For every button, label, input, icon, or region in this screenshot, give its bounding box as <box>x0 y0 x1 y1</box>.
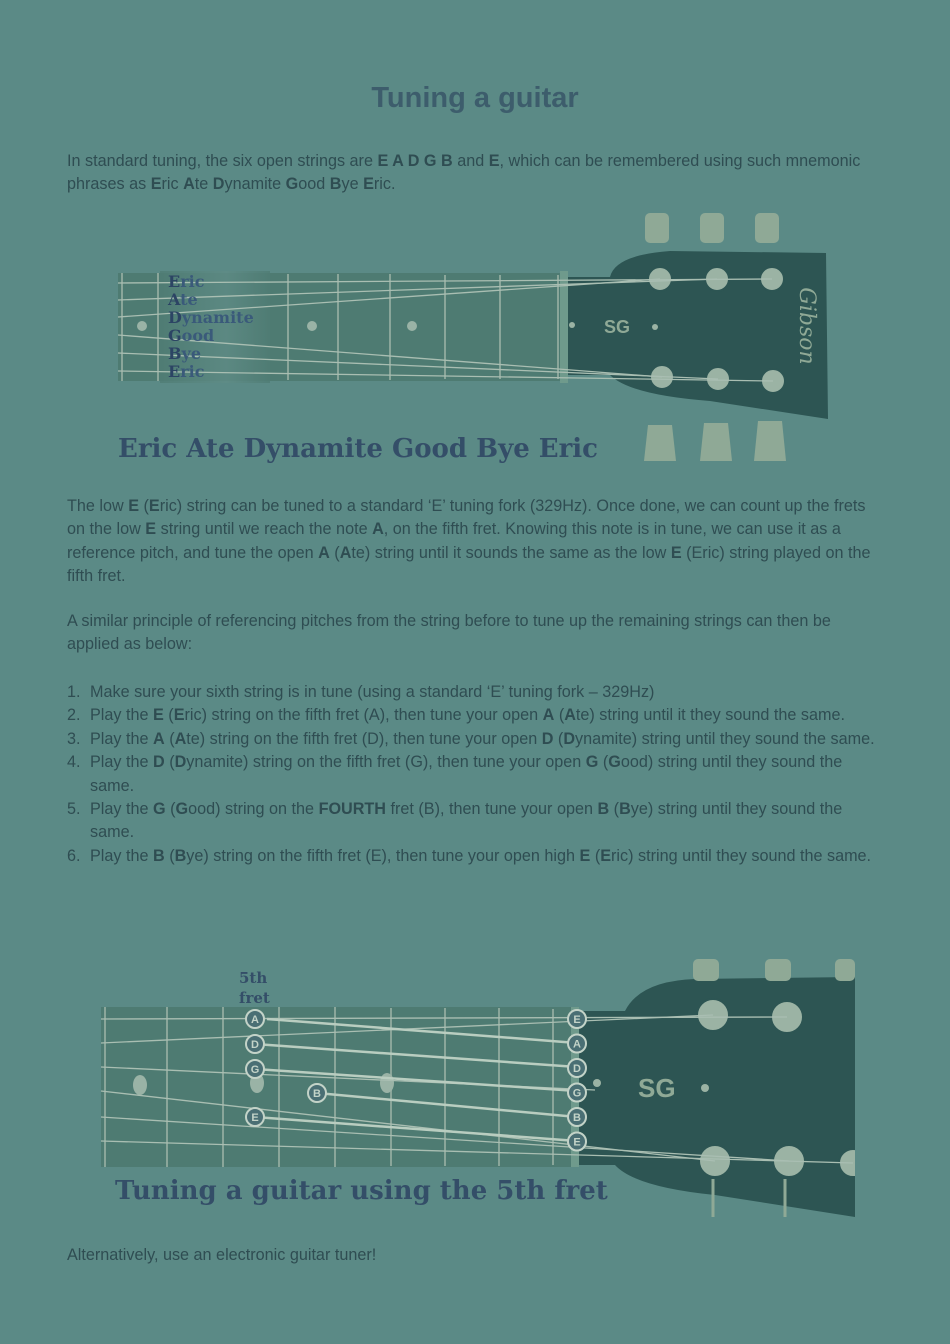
list-item <box>67 751 882 798</box>
nut <box>560 271 568 383</box>
text-run: te) string on the fifth fret (D), then tune your open <box>186 729 542 748</box>
open-string-marker <box>568 1108 586 1126</box>
text-run: ynamite) string until they sound the same. <box>575 729 875 748</box>
bold-text: B <box>153 846 165 865</box>
text-run: te) string until it they sound the same. <box>575 706 845 725</box>
text-run: string until we reach the note <box>156 520 373 539</box>
list-text <box>90 704 882 727</box>
text-run: (Eric) string played on the fifth fret. <box>67 543 871 586</box>
mnemonic-word: Eric <box>168 272 205 291</box>
text-run: te <box>194 175 213 194</box>
bold-text: D <box>563 729 576 748</box>
fret-note-marker <box>246 1108 264 1126</box>
text-run: ye) string until they sound the same. <box>90 800 843 842</box>
text-run: te) string until it sounds the same as the low <box>351 543 671 562</box>
list-text <box>90 681 882 704</box>
list-item <box>67 704 882 727</box>
open-string-marker <box>568 1010 586 1028</box>
fret-label: fret <box>239 989 270 1007</box>
bold-text: B <box>619 800 631 819</box>
mnemonic-word: Eric <box>168 362 205 381</box>
bold-text: A <box>564 706 576 725</box>
fret-note-marker <box>246 1035 264 1053</box>
list-item <box>67 681 882 704</box>
bold-text: A <box>542 706 555 725</box>
principle-paragraph: A similar principle of referencing pitches from the string before to tune up the remaining strings can then be applied as below: <box>67 612 831 654</box>
text-run: Play the <box>90 706 153 725</box>
bold-text: E <box>579 846 591 865</box>
bold-text: E <box>145 520 157 539</box>
text-run: ( <box>164 753 175 772</box>
open-string-marker <box>568 1059 586 1077</box>
text-run: ric. <box>373 175 396 194</box>
mnemonic-word: Dynamite <box>168 308 254 327</box>
bold-text: A <box>153 729 165 748</box>
bold-text: A <box>372 520 384 539</box>
text-run: , on the fifth fret. Knowing this note is in tune, we can use it as a reference pitch, and tune the open <box>67 520 841 562</box>
open-string-marker <box>568 1133 586 1151</box>
mnemonic-word: Good <box>168 326 215 345</box>
intro-paragraph <box>67 150 882 197</box>
mnemonic-word: Bye <box>168 344 202 363</box>
list-number: 5. <box>67 800 81 819</box>
list-item <box>67 728 882 751</box>
text-run: ye <box>341 175 364 194</box>
fifth-fret-figure <box>95 955 855 1225</box>
list-number: 4. <box>67 753 81 772</box>
bold-text: E <box>600 846 612 865</box>
text-run: ( <box>598 753 609 772</box>
bold-text: E <box>150 175 162 194</box>
list-text <box>90 728 882 751</box>
bold-text: FOURTH <box>318 800 386 819</box>
text-run: fret (B), then tune your open <box>386 800 598 819</box>
open-string-marker <box>568 1035 586 1053</box>
text-run: Make sure your sixth string is in tune (using a standard ‘E’ tuning fork – 329Hz) <box>90 683 655 701</box>
text-run: ( <box>165 800 176 819</box>
svg-text:B: B <box>313 1088 321 1100</box>
text-run: , which can be remembered using such mnemonic phrases as <box>67 152 861 194</box>
bold-text: G <box>608 753 621 772</box>
bold-text: A <box>183 175 195 194</box>
list-number: 6. <box>67 846 81 865</box>
text-run: Play the <box>90 846 153 865</box>
svg-text:E: E <box>251 1112 259 1124</box>
list-number: 3. <box>67 729 81 748</box>
fret-inlay <box>137 321 147 331</box>
fret-label: 5th <box>239 969 268 987</box>
bold-text: B <box>329 175 342 194</box>
svg-text:D: D <box>573 1063 581 1075</box>
open-string-marker <box>568 1084 586 1102</box>
bold-text: D <box>174 753 187 772</box>
page-title: Tuning a guitar <box>371 82 579 114</box>
text-run: ( <box>164 846 175 865</box>
text-run: ( <box>329 543 340 562</box>
fret-inlay <box>380 1073 394 1093</box>
figure1-caption: Eric Ate Dynamite Good Bye Eric <box>118 434 599 464</box>
svg-text:A: A <box>573 1038 581 1051</box>
svg-text:G: G <box>572 1087 582 1100</box>
text-run: ( <box>609 800 620 819</box>
text-run: Play the <box>90 753 153 772</box>
text-run: ( <box>163 706 174 725</box>
text-run: ( <box>139 497 149 515</box>
text-run: ( <box>164 729 175 748</box>
text-run: In standard tuning, the six open strings are <box>67 152 378 170</box>
bold-text: D <box>541 729 554 748</box>
text-run: ynamite <box>224 175 286 194</box>
bold-text: E <box>148 497 160 515</box>
headstock-label: SG <box>638 1073 676 1103</box>
bold-text: E <box>173 706 185 725</box>
fret-note-marker <box>308 1084 326 1102</box>
text-run: The low <box>67 497 129 515</box>
fret-inlay <box>133 1075 147 1095</box>
text-run: ric <box>161 175 184 194</box>
text-run: and <box>452 152 489 170</box>
bold-text: D <box>153 753 165 772</box>
bold-text: B <box>597 800 610 819</box>
bold-text: G <box>175 800 189 819</box>
text-run: ye) string on the fifth fret (E), then tune your open high <box>186 846 580 865</box>
gibson-logo: Gibson <box>794 287 819 365</box>
list-number: 2. <box>67 706 81 725</box>
bold-text: E <box>670 543 682 562</box>
svg-text:A: A <box>251 1014 259 1026</box>
bold-text: A <box>174 729 187 748</box>
text-run: Play the <box>90 800 153 819</box>
bold-text: E <box>153 706 164 725</box>
tuner-keys-bottom <box>644 421 786 461</box>
tuning-steps-list <box>67 681 882 868</box>
outro-text: Alternatively, use an electronic guitar tuner! <box>67 1246 377 1264</box>
list-number: 1. <box>67 683 81 701</box>
figure2-caption: Tuning a guitar using the 5th fret <box>115 1176 608 1206</box>
svg-text:G: G <box>250 1064 260 1076</box>
bold-text: G <box>285 175 299 194</box>
bold-text: D <box>212 175 225 194</box>
text-run: ( <box>553 729 564 748</box>
list-text <box>90 798 882 845</box>
bold-text: G <box>153 800 166 819</box>
text-run: ynamite) string on the fifth fret (G), then tune your open <box>186 753 586 772</box>
text-run: ric) string can be tuned to a standard ‘E’ tuning fork (329Hz). Once done, we can count up the frets on the low <box>67 497 866 539</box>
bold-text: E <box>128 497 139 515</box>
list-item <box>67 845 882 868</box>
bold-text: E <box>363 175 374 194</box>
text-run: ( <box>554 706 565 725</box>
text-run: ood <box>298 175 330 194</box>
svg-text:E: E <box>573 1014 581 1026</box>
svg-text:B: B <box>573 1112 581 1124</box>
bold-text: E A D G B <box>377 152 453 170</box>
mnemonic-word: Ate <box>168 290 198 309</box>
svg-text:E: E <box>573 1136 581 1149</box>
tuner-keys-top <box>645 213 779 243</box>
fret-inlay <box>307 321 317 331</box>
text-run: ood) string on the <box>188 800 319 819</box>
fret-note-marker <box>246 1010 264 1028</box>
text-run: ood) string until they sound the same. <box>90 753 843 795</box>
text-run: Play the <box>90 729 153 748</box>
bold-text: A <box>339 543 352 562</box>
mnemonic-fretboard-figure <box>110 205 840 475</box>
tuning-fork-paragraph <box>67 495 882 589</box>
bold-text: G <box>585 753 599 772</box>
text-run: ric) string on the fifth fret (A), then tune your open <box>184 706 543 725</box>
bold-text: A <box>318 543 330 562</box>
text-run: ( <box>590 846 601 865</box>
fret-note-marker <box>246 1060 264 1078</box>
svg-text:D: D <box>251 1039 259 1051</box>
bold-text: E <box>488 152 500 170</box>
fret-inlay <box>407 321 417 331</box>
list-text <box>90 845 882 868</box>
list-text <box>90 751 882 798</box>
list-item <box>67 798 882 845</box>
headstock-label: SG <box>604 317 631 337</box>
text-run: ric) string until they sound the same. <box>611 846 872 865</box>
bold-text: B <box>174 846 187 865</box>
